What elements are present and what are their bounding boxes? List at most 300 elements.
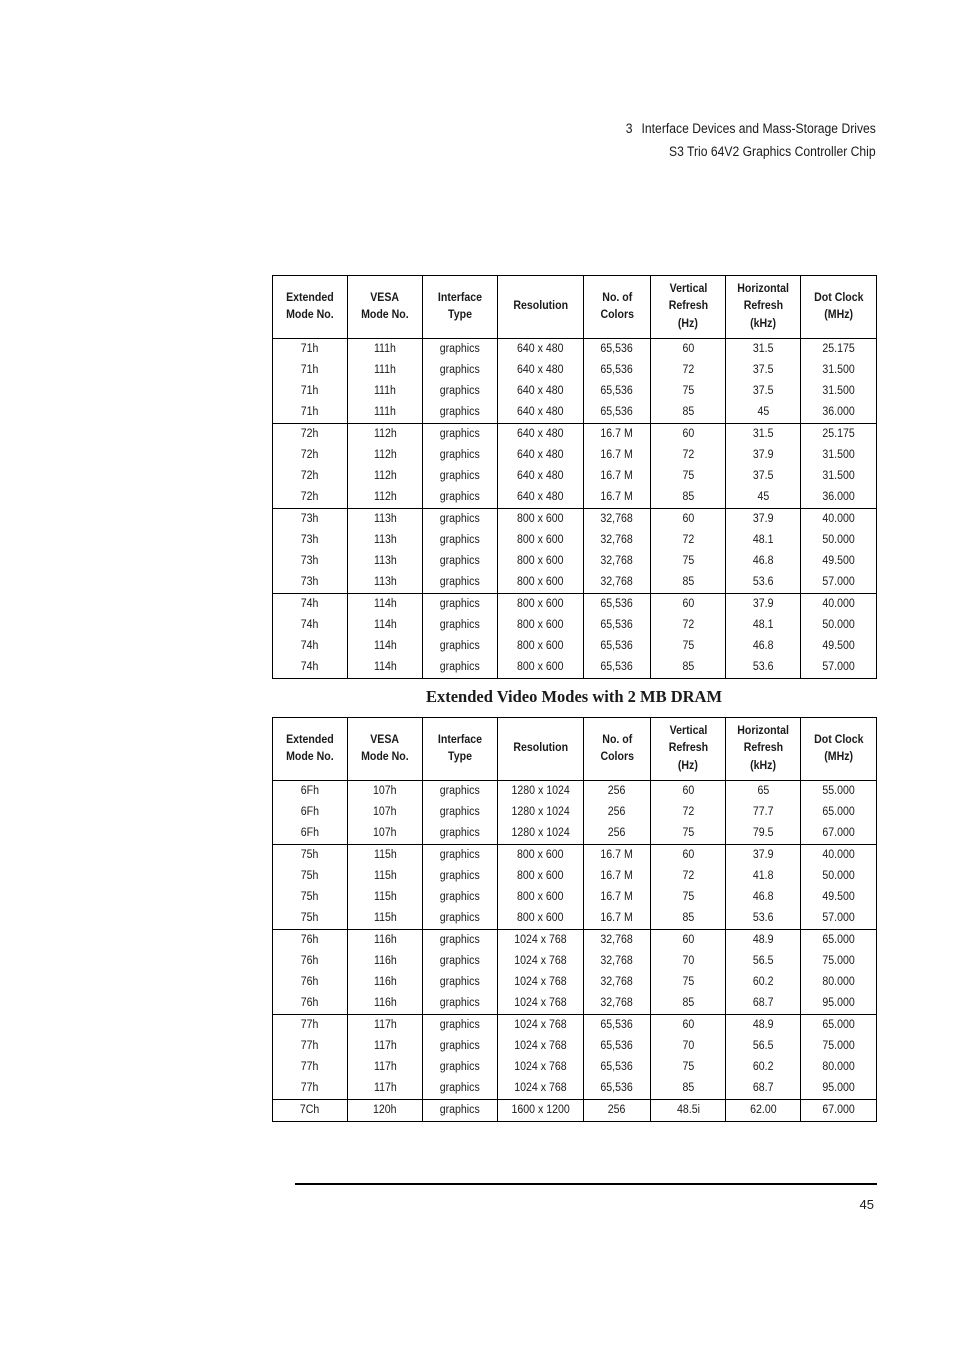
cell-value: 77h: [301, 1061, 319, 1073]
cell-value: graphics: [440, 785, 480, 797]
column-header-line: (kHz): [750, 317, 776, 330]
cell-value: 117h: [373, 1082, 397, 1094]
table-row: [273, 866, 877, 887]
table-row: [273, 1036, 877, 1057]
cell-value: 107h: [373, 827, 397, 839]
cell-value: 16.7 M: [600, 912, 634, 924]
table-cell: [273, 845, 348, 867]
table-cell: [423, 381, 498, 402]
cell-value: 49.500: [822, 555, 855, 567]
table-row: [273, 1057, 877, 1078]
table-cell: [726, 845, 801, 867]
cell-value: 800 x 600: [517, 619, 564, 631]
table-cell: [726, 1057, 801, 1078]
cell-value: 72: [682, 534, 694, 546]
column-header-line: Mode No.: [361, 751, 409, 763]
cell-value: graphics: [440, 1104, 480, 1116]
table-cell: [726, 1015, 801, 1037]
cell-value: 65.000: [822, 934, 855, 946]
cell-value: 75h: [301, 891, 319, 903]
cell-value: 72: [682, 449, 694, 461]
cell-value: 74h: [301, 661, 319, 673]
table-cell: [273, 594, 348, 616]
table-cell: [726, 972, 801, 993]
table-cell: [584, 381, 651, 402]
cell-value: 65,536: [600, 1040, 634, 1052]
cell-value: 111h: [374, 364, 396, 376]
table-cell: [498, 594, 584, 616]
cell-value: 800 x 600: [517, 513, 564, 525]
table-cell: [498, 930, 584, 952]
cell-value: 640 x 480: [517, 449, 564, 461]
table-cell: [423, 339, 498, 361]
cell-value: 85: [682, 997, 694, 1009]
table-cell: [726, 551, 801, 572]
table-cell: [651, 1057, 726, 1078]
table-cell: [801, 887, 877, 908]
cell-value: graphics: [440, 428, 480, 440]
column-header-line: Extended: [286, 291, 334, 304]
table-cell: [273, 1015, 348, 1037]
table-cell: [726, 381, 801, 402]
cell-value: 117h: [373, 1040, 397, 1052]
table-cell: [423, 951, 498, 972]
cell-value: 50.000: [822, 534, 855, 546]
cell-value: 60.2: [752, 1061, 774, 1073]
table-cell: [651, 424, 726, 446]
cell-value: 37.5: [752, 470, 774, 482]
cell-value: 75.000: [822, 955, 855, 967]
cell-value: 85: [682, 491, 694, 503]
table-cell: [651, 823, 726, 845]
table-row: [273, 636, 877, 657]
cell-value: 48.5i: [676, 1104, 700, 1116]
table-cell: [584, 972, 651, 993]
table-cell: [273, 657, 348, 679]
table-body: [273, 339, 877, 679]
cell-value: 116h: [373, 997, 397, 1009]
cell-value: graphics: [440, 1082, 480, 1094]
table-cell: [584, 866, 651, 887]
table-cell: [423, 402, 498, 424]
cell-value: graphics: [440, 827, 480, 839]
table-row: [273, 339, 877, 361]
table-cell: [651, 1100, 726, 1122]
cell-value: graphics: [440, 470, 480, 482]
table-cell: [423, 445, 498, 466]
table-cell: [273, 972, 348, 993]
table-cell: [651, 402, 726, 424]
table-cell: [651, 866, 726, 887]
cell-value: graphics: [440, 955, 480, 967]
table-cell: [348, 823, 423, 845]
cell-value: 256: [608, 806, 626, 818]
cell-value: graphics: [440, 661, 480, 673]
table-cell: [498, 951, 584, 972]
cell-value: 107h: [373, 785, 397, 797]
column-header-line: Type: [448, 751, 472, 763]
cell-value: 72h: [301, 491, 319, 503]
column-header-line: Mode No.: [361, 309, 409, 321]
table-cell: [584, 1057, 651, 1078]
cell-value: 1024 x 768: [514, 976, 567, 988]
table-row: [273, 509, 877, 531]
table-cell: [498, 887, 584, 908]
table-cell: [726, 951, 801, 972]
table-cell: [348, 657, 423, 679]
cell-value: 65,536: [600, 364, 634, 376]
cell-value: graphics: [440, 598, 480, 610]
cell-value: 60: [682, 598, 694, 610]
cell-value: 31.500: [822, 385, 855, 397]
table-cell: [498, 908, 584, 930]
cell-value: 115h: [373, 849, 397, 861]
cell-value: 95.000: [822, 1082, 855, 1094]
table-cell: [423, 1100, 498, 1122]
table-cell: [423, 530, 498, 551]
cell-value: 80.000: [822, 976, 855, 988]
table-cell: [801, 530, 877, 551]
table-cell: [423, 866, 498, 887]
table-cell: [273, 802, 348, 823]
cell-value: 16.7 M: [600, 891, 634, 903]
table-row: [273, 908, 877, 930]
cell-value: 6Fh: [300, 785, 320, 797]
cell-value: 112h: [373, 428, 397, 440]
table-cell: [348, 487, 423, 509]
cell-value: 53.6: [752, 661, 774, 673]
cell-value: 112h: [373, 449, 397, 461]
table-cell: [423, 551, 498, 572]
cell-value: graphics: [440, 891, 480, 903]
table-cell: [348, 360, 423, 381]
table-cell: [498, 1078, 584, 1100]
table-cell: [348, 1057, 423, 1078]
cell-value: 72: [682, 870, 694, 882]
table-cell: [584, 657, 651, 679]
table-cell: [726, 402, 801, 424]
cell-value: 116h: [373, 934, 397, 946]
table-cell: [584, 424, 651, 446]
cell-value: graphics: [440, 491, 480, 503]
table-cell: [273, 1057, 348, 1078]
cell-value: 60: [682, 934, 694, 946]
table-cell: [273, 381, 348, 402]
table-cell: [651, 551, 726, 572]
table-cell: [584, 445, 651, 466]
cell-value: graphics: [440, 806, 480, 818]
cell-value: 640 x 480: [517, 364, 564, 376]
cell-value: 113h: [373, 555, 397, 567]
table-cell: [801, 615, 877, 636]
table-cell: [726, 615, 801, 636]
cell-value: 75: [682, 976, 694, 988]
table-cell: [498, 381, 584, 402]
table-cell: [273, 360, 348, 381]
cell-value: 72: [682, 364, 694, 376]
cell-value: 32,768: [600, 555, 634, 567]
cell-value: 111h: [374, 385, 396, 397]
table-cell: [584, 466, 651, 487]
cell-value: 36.000: [822, 406, 855, 418]
cell-value: graphics: [440, 619, 480, 631]
cell-value: 120h: [373, 1104, 397, 1116]
table-cell: [498, 424, 584, 446]
table-cell: [423, 509, 498, 531]
column-header-line: Type: [448, 309, 472, 321]
table-cell: [348, 466, 423, 487]
cell-value: 46.8: [752, 891, 774, 903]
table-cell: [498, 972, 584, 993]
cell-value: 1024 x 768: [514, 997, 567, 1009]
table-cell: [498, 657, 584, 679]
cell-value: 1280 x 1024: [511, 827, 570, 839]
cell-value: 114h: [373, 598, 397, 610]
cell-value: 32,768: [600, 976, 634, 988]
table-cell: [726, 594, 801, 616]
table-cell: [726, 802, 801, 823]
table-cell: [801, 802, 877, 823]
column-header-line: Resolution: [513, 742, 568, 755]
cell-value: 111h: [374, 343, 396, 355]
table-cell: [726, 781, 801, 803]
column-header: [651, 276, 726, 339]
table-cell: [584, 1036, 651, 1057]
chapter-title: Interface Devices and Mass-Storage Drives: [641, 121, 876, 136]
cell-value: 70: [682, 1040, 694, 1052]
table-cell: [273, 445, 348, 466]
table-cell: [273, 466, 348, 487]
table-cell: [801, 1078, 877, 1100]
table-cell: [498, 530, 584, 551]
column-header-line: (MHz): [824, 751, 853, 763]
table-cell: [423, 615, 498, 636]
table-cell: [423, 1015, 498, 1037]
table-cell: [651, 1078, 726, 1100]
cell-value: 256: [608, 1104, 626, 1116]
table-cell: [726, 509, 801, 531]
cell-value: 73h: [301, 513, 319, 525]
cell-value: 117h: [373, 1061, 397, 1073]
cell-value: 75h: [301, 849, 319, 861]
cell-value: 31.500: [822, 364, 855, 376]
chapter-number: 3: [625, 121, 633, 136]
cell-value: 73h: [301, 534, 319, 546]
cell-value: 48.9: [752, 934, 774, 946]
column-header: [801, 718, 877, 781]
table-cell: [726, 908, 801, 930]
table-header-row: [273, 276, 877, 339]
table-cell: [498, 572, 584, 594]
cell-value: 72h: [301, 428, 319, 440]
table-cell: [726, 1036, 801, 1057]
cell-value: 73h: [301, 576, 319, 588]
table-cell: [801, 636, 877, 657]
table-cell: [423, 424, 498, 446]
table-cell: [801, 972, 877, 993]
cell-value: 72h: [301, 449, 319, 461]
table-cell: [651, 636, 726, 657]
cell-value: 40.000: [822, 849, 855, 861]
cell-value: 800 x 600: [517, 640, 564, 652]
cell-value: 65,536: [600, 343, 634, 355]
cell-value: 76h: [301, 976, 319, 988]
table-row: [273, 993, 877, 1015]
cell-value: 800 x 600: [517, 870, 564, 882]
table-cell: [273, 951, 348, 972]
table-cell: [348, 845, 423, 867]
table-row: [273, 551, 877, 572]
table-cell: [651, 781, 726, 803]
table-cell: [726, 466, 801, 487]
column-header-line: Refresh: [668, 742, 708, 755]
column-header-line: (Hz): [678, 759, 698, 772]
cell-value: 46.8: [752, 640, 774, 652]
table-cell: [651, 908, 726, 930]
cell-value: 640 x 480: [517, 470, 564, 482]
cell-value: 800 x 600: [517, 598, 564, 610]
cell-value: 95.000: [822, 997, 855, 1009]
column-header-line: Horizontal: [737, 282, 789, 295]
column-header: [498, 276, 584, 339]
table-cell: [348, 402, 423, 424]
cell-value: graphics: [440, 849, 480, 861]
table-cell: [651, 339, 726, 361]
column-header: [584, 276, 651, 339]
table-cell: [584, 823, 651, 845]
table-cell: [348, 1015, 423, 1037]
table-cell: [273, 424, 348, 446]
table-row: [273, 487, 877, 509]
cell-value: 75: [682, 470, 694, 482]
table-cell: [498, 1036, 584, 1057]
table-cell: [498, 636, 584, 657]
table-cell: [423, 360, 498, 381]
table-row: [273, 951, 877, 972]
cell-value: 16.7 M: [600, 449, 634, 461]
cell-value: 76h: [301, 955, 319, 967]
table-row: [273, 845, 877, 867]
cell-value: 115h: [373, 870, 397, 882]
table-row: [273, 360, 877, 381]
table-cell: [498, 615, 584, 636]
cell-value: 75.000: [822, 1040, 855, 1052]
table-row: [273, 802, 877, 823]
table-cell: [273, 823, 348, 845]
table-cell: [801, 551, 877, 572]
column-header: [348, 718, 423, 781]
cell-value: 31.5: [752, 343, 774, 355]
table-cell: [273, 402, 348, 424]
cell-value: 60: [682, 513, 694, 525]
table-cell: [273, 487, 348, 509]
table-cell: [651, 594, 726, 616]
cell-value: 65,536: [600, 1019, 634, 1031]
cell-value: 72: [682, 806, 694, 818]
cell-value: 37.5: [752, 364, 774, 376]
table-cell: [498, 802, 584, 823]
table-cell: [584, 887, 651, 908]
table-row: [273, 930, 877, 952]
table-cell: [498, 1057, 584, 1078]
table-cell: [423, 466, 498, 487]
cell-value: 107h: [373, 806, 397, 818]
cell-value: graphics: [440, 1061, 480, 1073]
table-cell: [348, 930, 423, 952]
column-header-line: Vertical: [669, 724, 707, 737]
cell-value: 77h: [301, 1082, 319, 1094]
table-cell: [423, 887, 498, 908]
table-cell: [273, 930, 348, 952]
cell-value: 74h: [301, 598, 319, 610]
table-cell: [584, 1078, 651, 1100]
cell-value: 60: [682, 785, 694, 797]
table-cell: [423, 572, 498, 594]
cell-value: 40.000: [822, 598, 855, 610]
cell-value: graphics: [440, 364, 480, 376]
column-header-line: Interface: [437, 291, 483, 304]
column-header-line: Interface: [437, 733, 483, 746]
cell-value: 60.2: [752, 976, 774, 988]
column-header: [726, 718, 801, 781]
cell-value: 75: [682, 385, 694, 397]
cell-value: 6Fh: [300, 806, 320, 818]
cell-value: 48.1: [752, 619, 774, 631]
cell-value: 53.6: [752, 576, 774, 588]
cell-value: 77.7: [752, 806, 774, 818]
cell-value: 57.000: [822, 576, 855, 588]
cell-value: 85: [682, 1082, 694, 1094]
cell-value: graphics: [440, 513, 480, 525]
table-cell: [584, 845, 651, 867]
cell-value: 65,536: [600, 385, 634, 397]
cell-value: 112h: [373, 470, 397, 482]
table-cell: [584, 487, 651, 509]
cell-value: 32,768: [600, 576, 634, 588]
cell-value: graphics: [440, 343, 480, 355]
table-cell: [801, 908, 877, 930]
table-cell: [801, 509, 877, 531]
table-cell: [584, 530, 651, 551]
table-cell: [584, 908, 651, 930]
table-row: [273, 615, 877, 636]
table-cell: [273, 908, 348, 930]
table-cell: [801, 360, 877, 381]
cell-value: 62.00: [749, 1104, 777, 1116]
column-header: [651, 718, 726, 781]
table-cell: [584, 551, 651, 572]
table-cell: [348, 551, 423, 572]
cell-value: 48.9: [752, 1019, 774, 1031]
table-cell: [498, 993, 584, 1015]
table-cell: [584, 572, 651, 594]
cell-value: 65,536: [600, 1082, 634, 1094]
table-cell: [423, 1057, 498, 1078]
cell-value: 74h: [301, 640, 319, 652]
cell-value: 56.5: [752, 1040, 774, 1052]
table-cell: [348, 972, 423, 993]
cell-value: 32,768: [600, 934, 634, 946]
cell-value: 31.500: [822, 470, 855, 482]
table-cell: [348, 908, 423, 930]
cell-value: 68.7: [752, 997, 774, 1009]
table-cell: [584, 360, 651, 381]
table-cell: [423, 1036, 498, 1057]
cell-value: 116h: [373, 976, 397, 988]
table-cell: [651, 802, 726, 823]
table-cell: [726, 360, 801, 381]
table-cell: [498, 1015, 584, 1037]
